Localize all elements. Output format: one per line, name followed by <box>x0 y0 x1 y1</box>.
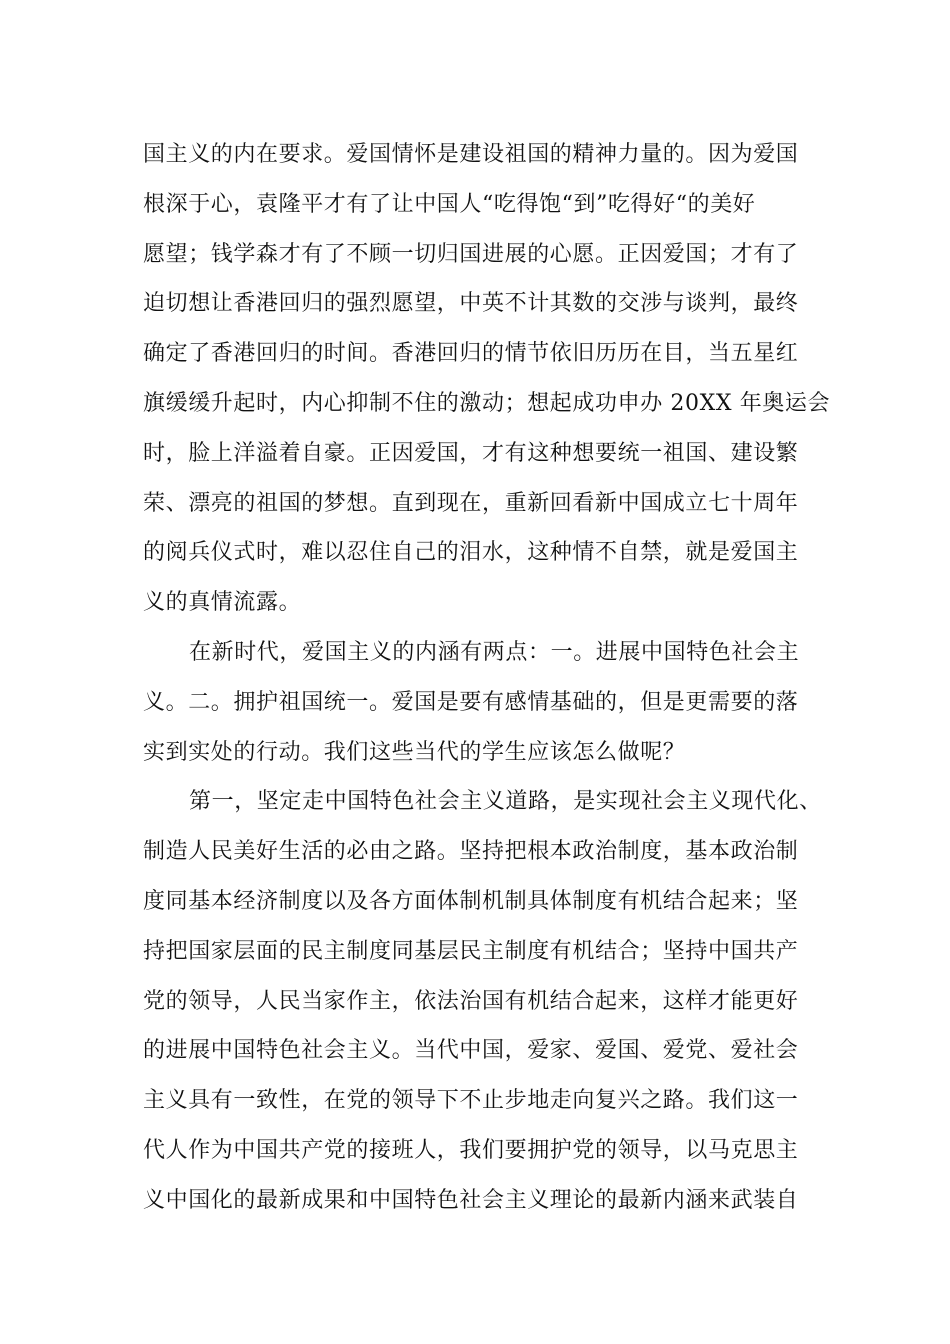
body-text <box>143 130 843 1226</box>
text-line-9: 的阅兵仪式时，难以忍住自己的泪水，这种情不自禁，就是爱国主 <box>143 540 799 566</box>
text-line-14: 第一，坚定走中国特色社会主义道路，是实现社会主义现代化、 <box>189 789 822 815</box>
text-line-4: 迫切想让香港回归的强烈愿望，中英不计其数的交涉与谈判，最终 <box>143 291 799 317</box>
text-line-17: 持把国家层面的民主制度同基层民主制度有机结合；坚持中国共产 <box>143 938 799 964</box>
text-line-13: 实到实处的行动。我们这些当代的学生应该怎么做呢？ <box>143 739 686 765</box>
text-line-2: 根深于心，袁隆平才有了让中国人“吃得饱“到”吃得好“的美好 <box>143 191 756 217</box>
text-line-22: 义中国化的最新成果和中国特色社会主义理论的最新内涵来武装自 <box>143 1187 799 1213</box>
text-line-11: 在新时代，爱国主义的内涵有两点：一。进展中国特色社会主 <box>189 639 800 665</box>
text-line-3: 愿望；钱学森才有了不顾一切归国进展的心愿。正因爱国；才有了 <box>143 241 799 267</box>
text-line-8: 荣、漂亮的祖国的梦想。直到现在，重新回看新中国成立七十周年 <box>143 490 799 516</box>
text-line-19: 的进展中国特色社会主义。当代中国，爱家、爱国、爱党、爱社会 <box>143 1038 799 1064</box>
text-line-21: 代人作为中国共产党的接班人，我们要拥护党的领导，以马克思主 <box>143 1137 799 1163</box>
text-line-7: 时，脸上洋溢着自豪。正因爱国，才有这种想要统一祖国、建设繁 <box>143 440 799 466</box>
text-line-1: 国主义的内在要求。爱国情怀是建设祖国的精神力量的。因为爱国 <box>143 142 799 167</box>
text-line-6: 旗缓缓升起时，内心抑制不住的激动；想起成功申办 20XX 年奥运会 <box>143 390 831 416</box>
text-line-18: 党的领导，人民当家作主，依法治国有机结合起来，这样才能更好 <box>143 988 799 1014</box>
text-line-10: 义的真情流露。 <box>143 590 302 616</box>
text-line-20: 主义具有一致性，在党的领导下不止步地走向复兴之路。我们这一 <box>143 1088 799 1114</box>
text-line-15: 制造人民美好生活的必由之路。坚持把根本政治制度，基本政治制 <box>143 839 799 865</box>
text-line-16: 度同基本经济制度以及各方面体制机制具体制度有机结合起来；坚 <box>143 888 799 914</box>
text-line-12: 义。二。拥护祖国统一。爱国是要有感情基础的，但是更需要的落 <box>143 689 799 715</box>
text-line-5: 确定了香港回归的时间。香港回归的情节依旧历历在目，当五星红 <box>143 341 799 367</box>
